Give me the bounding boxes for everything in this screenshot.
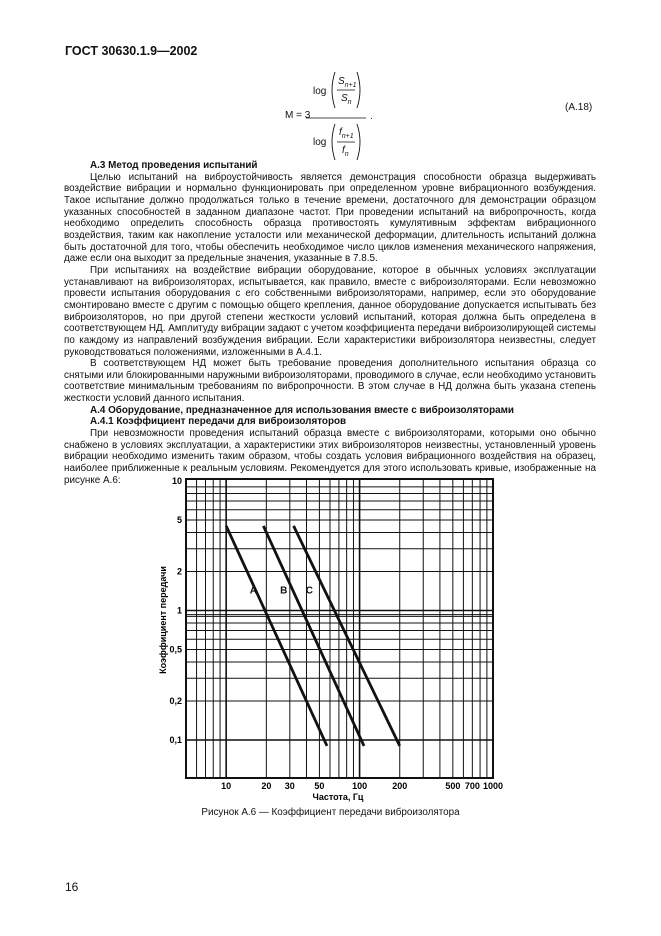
x-tick-label: 1000 (482, 781, 504, 791)
y-tick-label: 10 (171, 476, 182, 486)
document-header: ГОСТ 30630.1.9—2002 (65, 44, 198, 58)
x-axis-label: Частота, Гц (312, 792, 364, 802)
formula-lhs: M = 3 (285, 110, 311, 121)
plot-frame (186, 479, 493, 778)
x-tick-label: 100 (352, 781, 368, 791)
y-tick-label: 0,2 (169, 696, 182, 707)
figure-caption: Рисунок А.6 — Коэффициент передачи виброизолятора (201, 807, 460, 818)
x-tick-label: 10 (221, 781, 232, 791)
series-label-b: B (280, 585, 288, 597)
heading-a4-1: A.4.1 Коэффициент передачи для виброизоляторов (90, 416, 347, 428)
heading-a3: A.3 Метод проведения испытаний (90, 160, 258, 171)
chart-grid (186, 479, 493, 778)
paragraph: Целью испытаний на виброустойчивость является демонстрация способности образца выдерживать воздействие вибрации и нормально функционировать при определенном уровне вибрационного возбуждения. Такое испытание должно продолжаться только в течение времени, достаточного для демонстрации образцом указанных способностей в заданном диапазоне частот. При проведении испытаний на вибропрочность, когда необходимо определить способность образца противостоять кумулятивным эффектам вибрационного воздействия, таким как накопление усталости или механической деформации, длительность испытаний должна быть достаточной для того, чтобы обеспечить необходимое число циклов изменения механического напряжения, даже если она выходит за предельные значения, указанные в 7.8.5. (64, 171, 596, 265)
y-tick-label: 5 (176, 514, 182, 525)
series-label-a: A (249, 585, 258, 597)
y-tick-label: 2 (176, 566, 182, 577)
series-label-c: C (305, 585, 313, 597)
paragraph: В соответствующем НД может быть требование проведения дополнительного испытания образца со снятыми или блокированными наружными виброизоляторами, проводимого в случае, если необходимо установить соответствие минимальным требованиям по вибропрочности. В этом случае в НД должна быть указана степень жесткости условий данного испытания. (64, 358, 596, 405)
paragraph: При испытаниях на воздействие вибрации оборудование, которое в обычных условиях эксплуатации устанавливают на виброизоляторах, испытывается, как правило, вместе с виброизоляторами. Если невозможно провести испытания оборудования с его собственными виброизоляторами, например, если это оборудование смонтировано вместе с другим с помощью общего крепления, данное оборудование допускается испытывать без виброизоляторов, но при другой степени жесткости условий испытаний, которая должна быть определена в соответствующем НД. Амплитуду вибрации задают с учетом коэффициента передачи виброизолирующей системы по каждому из направлений возбуждения вибрации. Если характеристики виброизолятора неизвестны, следует руководствоваться положениями, изложенными в А.4.1. (64, 264, 596, 358)
formula-log-bottom: log (313, 137, 327, 148)
page-number: 16 (65, 880, 79, 894)
formula-f-top: $f_{n+1}$ (339, 127, 354, 140)
y-tick-label: 0,1 (169, 735, 182, 745)
x-tick-label: 20 (261, 781, 272, 791)
paragraph: При невозможности проведения испытаний образца вместе с виброизоляторами, которыми оно обычно снабжено в условиях эксплуатации, а характеристики этих виброизоляторов неизвестны, установленный уровень вибрации необходимо изменить таким образом, чтобы создать условия вибрационного воздействия на образец, наиболее приближенные к реальным условиям. Рекомендуется для этого использовать кривые, изображенные на рисунке А.6: (64, 428, 596, 486)
y-tick-label: 1 (176, 605, 182, 616)
x-tick-label: 50 (314, 781, 325, 791)
formula-s-top: $S_{n+1}$ (338, 76, 357, 89)
series-line-a (226, 526, 327, 746)
equation-number: (A.18) (565, 102, 593, 113)
formula-s-bottom: $S_n$ (341, 93, 352, 106)
x-tick-label: 30 (284, 781, 295, 791)
y-tick-label: 0,5 (169, 644, 182, 655)
x-tick-label: 200 (392, 781, 408, 791)
formula-f-bottom: $f_n$ (342, 145, 349, 158)
chart-series (226, 526, 400, 746)
heading-a4: A.4 Оборудование, предназначенное для использования вместе с виброизоляторами (90, 404, 514, 416)
x-tick-label: 700 (464, 781, 480, 791)
formula-period: . (370, 111, 373, 122)
series-line-b (263, 526, 364, 746)
x-tick-label: 500 (445, 781, 461, 791)
formula-log-top: log (313, 86, 327, 97)
y-axis-label: Коэффициент передачи (158, 566, 168, 674)
